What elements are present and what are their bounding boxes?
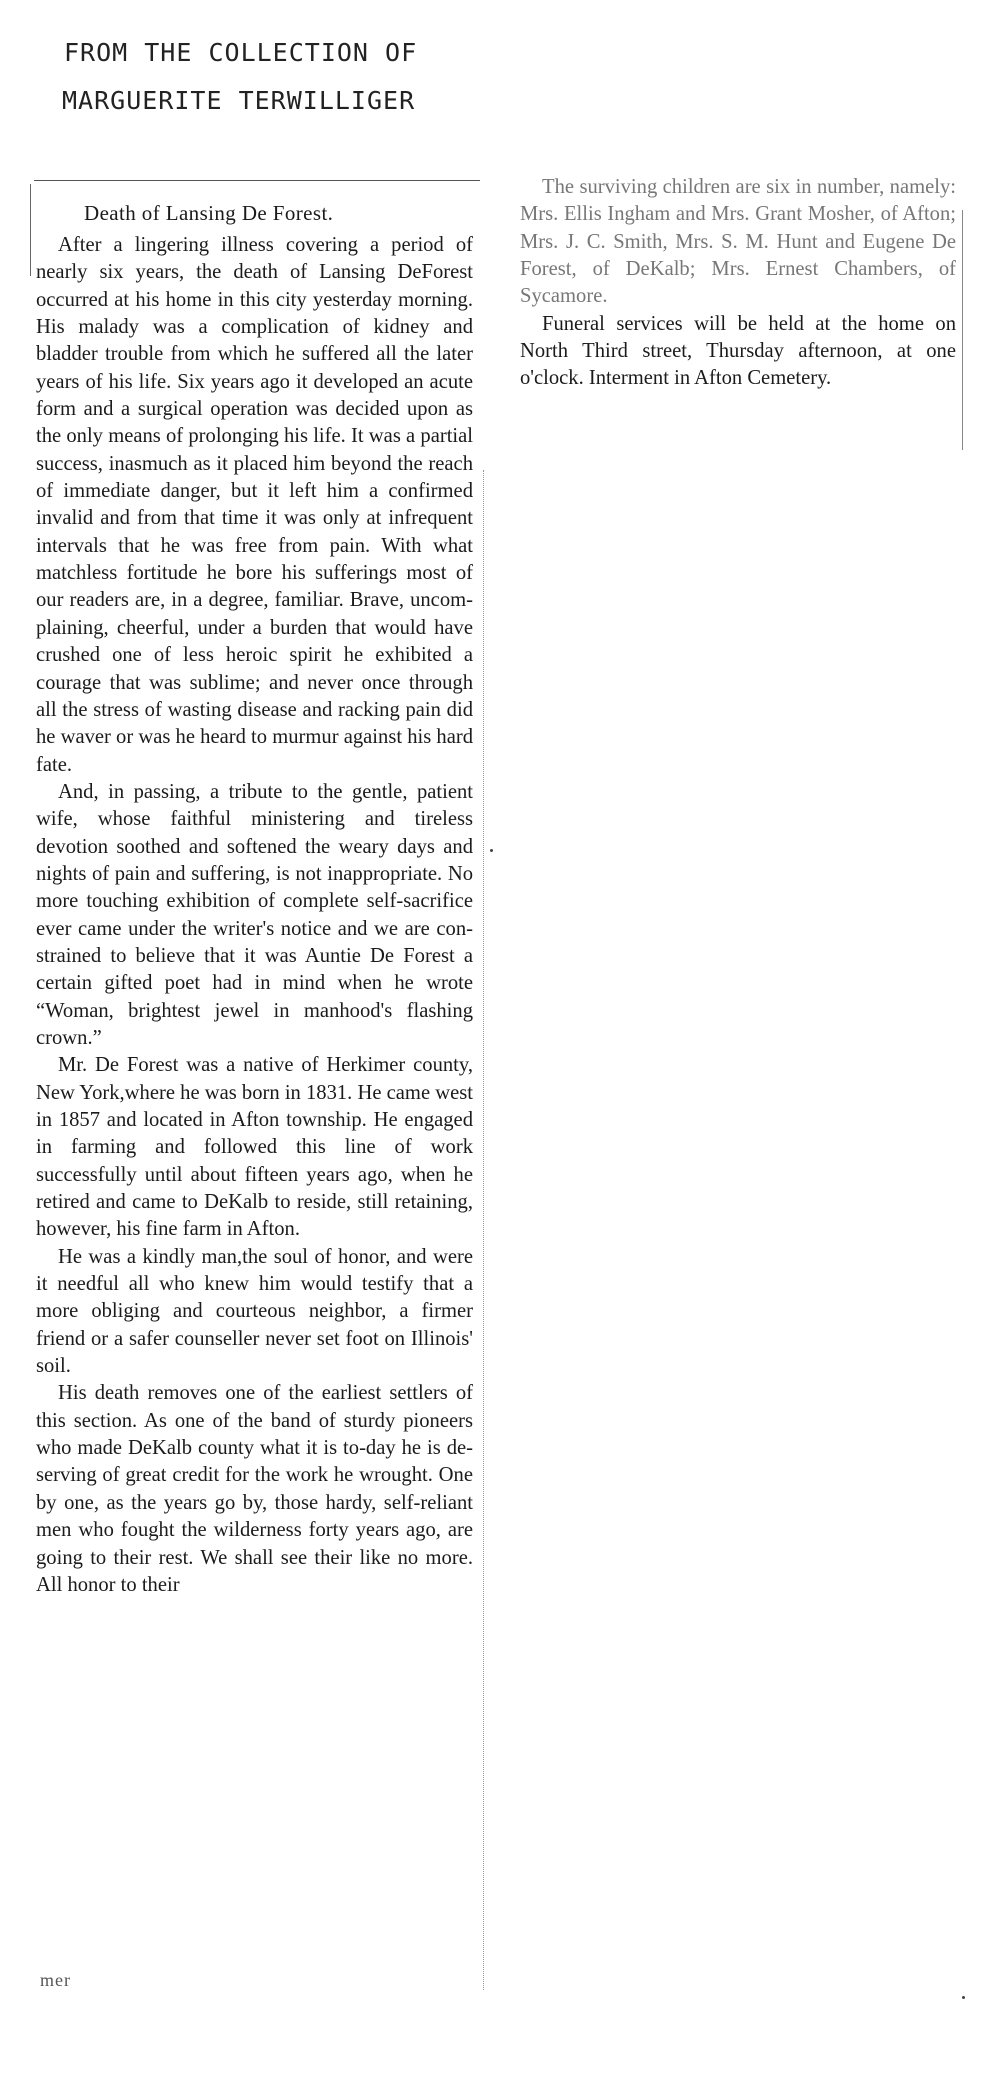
print-speck [490,849,493,852]
column-right-rule [962,210,963,450]
article-paragraph: Funeral services will be held at the home on North Third street, Thursday afternoon, at one o'clock. Interment in Afton Cemetery. [520,312,956,390]
article-paragraph: He was a kindly man,the soul of honor, and were it needful all who knew him would testify that a more obliging and courteous neighbor, a firmer friend or a safer counseller never set foot on Illinois' soil. [36,1245,473,1378]
cutoff-text: mer [40,1970,71,1990]
article-headline: Death of Lansing De Forest. [84,201,334,225]
column-left-rule [30,184,31,276]
article-paragraph: After a lingering illness covering a period of nearly six years, the death of Lansing DeForest occurred at his home in this city yesterday morning. His malady was a complication of kidney and bladder trouble from which he suffered all the later years of his life. Six years ago it developed an acute form and a surgical operation was decided upon as the only means of prolonging his life. It was a partial success, inasmuch as it placed him beyond the reach of immediate danger, but it left him a confirmed invalid and from that time it was only at infrequent intervals that he was free from pain. With what matchless fortitude he bore his sufferings most of our readers are, in a degree, familiar. Brave, uncomplaining, cheerful, under a burden that would have crushed one of less heroic spirit he exhibited a courage that was sublime; and never once through all the stress of wasting disease and racking pain did he waver or was he heard to murmur against his hard fate. [36,234,473,776]
header-line-1: FROM THE COLLECTION OF [64,38,418,67]
article-column-2 [520,174,956,393]
article-paragraph: His death removes one of the earliest settlers of this section. As one of the band of sturdy pioneers who made DeKalb county what it is to-day he is deserving of great credit for the work he wrought. One by one, as the years go by, those hardy, self-reliant men who fought the wilderness forty years ago, are going to their rest. We shall see their like no more. All honor to their [36,1382,473,1596]
print-speck [962,1996,965,1999]
article-paragraph: And, in passing, a tribute to the gentle, patient wife, whose faithful ministering and tireless devotion soothed and softened the weary days and nights of pain and suffering, is not inappropriate. No more touching exhibition of complete self-sacrifice ever came under the writer's notice and we are constrained to believe that it was Auntie De Forest a certain gifted poet had in mind when he wrote “Woman, brightest jewel in manhood's flashing crown.” [36,780,473,1049]
article-column-1 [36,190,473,1599]
column-divider [483,470,484,1990]
article-paragraph: Mr. De Forest was a native of Herkimer county, New York,where he was born in 1831. He came west in 1857 and located in Afton township. He engaged in farming and followed this line of work successfully until about fifteen years ago, when he retired and came to DeKalb to reside, still retaining, however, his fine farm in Afton. [36,1054,473,1241]
article-paragraph: The surviving children are six in number, namely: Mrs. Ellis Ingham and Mrs. Grant Mosher, of Afton; Mrs. J. C. Smith, Mrs. S. M. Hunt and Eugene De Forest, of DeKalb; Mrs. Ernest Chambers, of Sycamore. [520,176,956,308]
header-line-2: MARGUERITE TERWILLIGER [62,86,416,115]
column-top-rule [34,180,480,181]
